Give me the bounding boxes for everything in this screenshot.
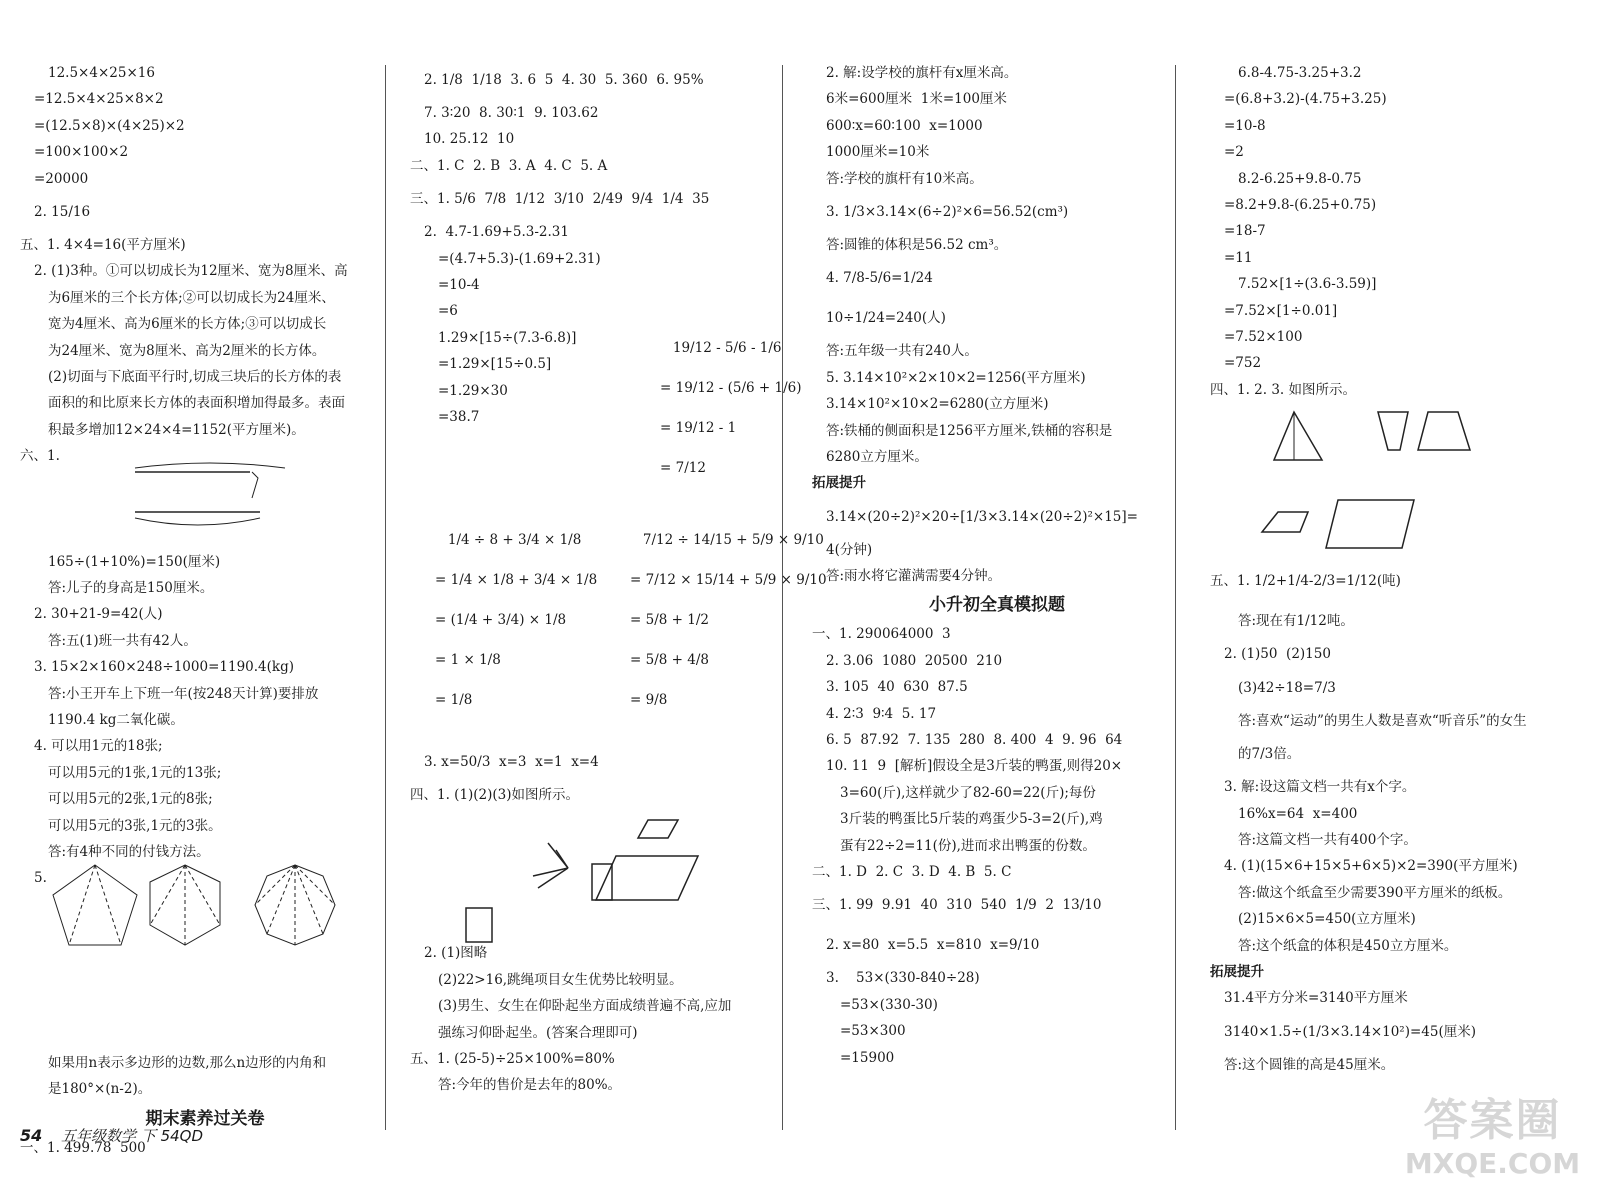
col4-line-7: =11 (1224, 249, 1253, 266)
col2-line-5: 2. 4.7-1.69+5.3-2.31 (424, 224, 569, 241)
col3-line-0: 2. 解:设学校的旗杆有x厘米高。 (826, 65, 1018, 81)
col4-line-26: 16%x=64 x=400 (1238, 805, 1358, 822)
col2-line-12: =38.7 (438, 408, 480, 425)
col4-line-31: 答:这个纸盒的体积是450立方厘米。 (1238, 937, 1458, 954)
col1-line-18: 165÷(1+10%)=150(厘米) (48, 553, 221, 570)
watermark-line1: 答案圈 (1423, 1095, 1562, 1146)
col2-line-10: =1.29×[15÷0.5] (438, 356, 552, 373)
col2-line-11: =1.29×30 (438, 382, 508, 399)
fraction-calc-row: = 7/12 (660, 460, 706, 476)
col1-line-21: 答:五(1)班一共有42人。 (48, 632, 197, 649)
col1-line-30: 5. (34, 870, 47, 887)
col4-line-2: =10-8 (1224, 117, 1266, 134)
col3-line-14: 拓展提升 (812, 475, 866, 492)
col1-line-13: 积最多增加12×24×4=1152(平方厘米)。 (48, 421, 305, 438)
fraction-calc-row: = (1/4 + 3/4) × 1/8 (435, 612, 567, 628)
col3-line-21: 3. 105 40 630 87.5 (826, 679, 968, 696)
fraction-calc-2 (630, 520, 827, 720)
page-footer (20, 1125, 203, 1146)
fraction-calc-row: = 9/8 (630, 692, 668, 708)
col4-line-28: 4. (1)(15×6+15×5+6×5)×2=390(平方厘米) (1224, 858, 1518, 875)
col1-line-20: 2. 30+21-9=42(人) (34, 606, 163, 623)
fraction-calc-row: = 1/8 (435, 692, 473, 708)
col4-line-9: =7.52×[1÷0.01] (1224, 302, 1338, 319)
col4-line-23: 答:喜欢“运动”的男生人数是喜欢“听音乐”的女生 (1238, 712, 1527, 729)
col3-line-27: 蛋有22÷2=11(份),进而求出鸭蛋的份数。 (840, 837, 1096, 854)
col3-line-15: 3.14×(20÷2)²×20÷[1/3×3.14×(20÷2)²×15]= (826, 508, 1138, 525)
col3-line-7: 4. 7/8-5/6=1/24 (826, 270, 933, 287)
col2-line-1: 7. 3∶20 8. 30∶1 9. 103.62 (424, 105, 599, 121)
col1-line-23: 答:小王开车上下班一年(按248天计算)要排放 (48, 685, 319, 702)
polygons-diagram (45, 860, 375, 1020)
watermark (1400, 1095, 1585, 1187)
fraction-calc-row: 19/12 - 5/6 - 1/6 (660, 340, 782, 356)
col1-line-8: 为6厘米的三个长方体;②可以切成长为24厘米、 (48, 289, 335, 306)
col4-line-11: =752 (1224, 355, 1262, 372)
col1-line-6: 五、1. 4×4=16(平方厘米) (20, 236, 186, 253)
col2-bottom-line-8: (2)22>16,跳绳项目女生优势比较明显。 (438, 971, 683, 988)
col4-line-22: (3)42÷18=7/3 (1238, 679, 1336, 696)
fraction-calc-row: 7/12 ÷ 14/15 + 5/9 × 9/10 (630, 532, 824, 548)
col4-line-20: 答:现在有1/12吨。 (1238, 613, 1354, 630)
col2-bottom-line-10: 强练习仰卧起坐。(答案合理即可) (438, 1024, 638, 1041)
height-comparison-diagram (40, 440, 370, 545)
col3-line-18: 小升初全真模拟题 (929, 595, 1065, 616)
col1-line-2: =(12.5×8)×(4×25)×2 (34, 117, 185, 134)
col1-line-0: 12.5×4×25×16 (48, 65, 155, 81)
fraction-calc-1 (435, 520, 597, 720)
col1-line-37: 如果用n表示多边形的边数,那么n边形的内角和 (48, 1055, 327, 1072)
col4-line-35: 答:这个圆锥的高是45厘米。 (1224, 1056, 1395, 1073)
col3-line-29: 三、1. 99 9.91 40 310 540 1/9 2 13/10 (812, 897, 1102, 914)
col4-line-27: 答:这篇文档一共有400个字。 (1238, 831, 1417, 848)
col3-line-2: 600∶x=60∶100 x=1000 (826, 117, 983, 134)
col1-line-22: 3. 15×2×160×248÷1000=1190.4(kg) (34, 659, 294, 676)
col3-line-25: 3=60(斤),这样就少了82-60=22(斤);每份 (840, 784, 1096, 801)
col1-line-9: 宽为4厘米、高为6厘米的长方体;③可以切成长 (48, 316, 327, 333)
col1-line-19: 答:儿子的身高是150厘米。 (48, 580, 214, 597)
col3-line-16: 4(分钟) (826, 541, 873, 558)
col3-line-23: 6. 5 87.92 7. 135 280 8. 400 4 9. 96 64 (826, 732, 1123, 749)
col4-line-34: 3140×1.5÷(1/3×3.14×10²)=45(厘米) (1224, 1023, 1477, 1040)
fraction-calc-row: = 1/4 × 1/8 + 3/4 × 1/8 (435, 572, 598, 588)
col4-line-0: 6.8-4.75-3.25+3.2 (1238, 65, 1362, 81)
col1-line-7: 2. (1)3种。①可以切成长为12厘米、宽为8厘米、高 (34, 263, 348, 280)
col2-bottom-line-7: 2. (1)图略 (424, 945, 488, 962)
col2-bottom-line-0: 3. x=50/3 x=3 x=1 x=4 (424, 754, 599, 770)
col4-line-10: =7.52×100 (1224, 328, 1303, 345)
col1-line-1: =12.5×4×25×8×2 (34, 91, 164, 108)
col4-line-1: =(6.8+3.2)-(4.75+3.25) (1224, 91, 1387, 108)
col2-bottom-line-11: 五、1. (25-5)÷25×100%=80% (410, 1050, 615, 1067)
col1-line-25: 4. 可以用1元的18张; (34, 738, 163, 755)
col3-line-17: 答:雨水将它灌满需要4分钟。 (826, 568, 1002, 585)
col4-line-5: =8.2+9.8-(6.25+0.75) (1224, 196, 1377, 213)
fraction-calc-row: = 1 × 1/8 (435, 652, 501, 668)
col4-line-8: 7.52×[1÷(3.6-3.59)] (1238, 276, 1377, 293)
col2-line-7: =10-4 (438, 276, 480, 293)
col1-line-3: =100×100×2 (34, 144, 129, 161)
col2-line-0: 2. 1/8 1/18 3. 6 5 4. 30 5. 360 6. 95% (424, 72, 704, 88)
col4-line-25: 3. 解:设这篇文档一共有x个字。 (1224, 779, 1416, 796)
col1-line-10: 为24厘米、宽为8厘米、高为2厘米的长方体。 (48, 342, 326, 359)
col3-line-22: 4. 2∶3 9∶4 5. 17 (826, 705, 937, 722)
col1-line-4: =20000 (34, 170, 89, 187)
col3-line-13: 6280立方厘米。 (826, 448, 928, 465)
col3-line-31: 3. 53×(330-840÷28) (826, 970, 980, 987)
col4-line-33: 31.4平方分米=3140平方厘米 (1224, 990, 1408, 1007)
col1-line-26: 可以用5元的1张,1元的13张; (48, 764, 222, 781)
col2-bottom-line-12: 答:今年的售价是去年的80%。 (438, 1077, 622, 1094)
col3-line-34: =15900 (840, 1049, 895, 1066)
col4-line-3: =2 (1224, 144, 1244, 161)
fraction-calc-0 (660, 328, 802, 488)
col3-line-26: 3斤装的鸭蛋比5斤装的鸡蛋少5-3=2(斤),鸡 (840, 811, 1103, 828)
fraction-calc-row: = 7/12 × 15/14 + 5/9 × 9/10 (630, 572, 827, 588)
col3-line-3: 1000厘米=10米 (826, 144, 930, 161)
col4-line-12: 四、1. 2. 3. 如图所示。 (1210, 381, 1357, 398)
col2-line-3: 二、1. C 2. B 3. A 4. C 5. A (410, 157, 608, 174)
col1-line-11: (2)切面与下底面平行时,切成三块后的长方体的表 (48, 368, 342, 385)
col2-bottom-line-1: 四、1. (1)(2)(3)如图所示。 (410, 787, 580, 803)
column-2 (410, 60, 827, 1094)
col3-line-1: 6米=600厘米 1米=100厘米 (826, 91, 1007, 108)
col3-line-11: 3.14×10²×10×2=6280(立方厘米) (826, 396, 1049, 413)
footer-book-code: 五年级数学 下 54QD (61, 1127, 204, 1145)
fraction-calc-row: = 5/8 + 4/8 (630, 652, 709, 668)
col3-line-5: 3. 1/3×3.14×(6÷2)²×6=56.52(cm³) (826, 203, 1069, 220)
col3-line-32: =53×(330-30) (840, 996, 938, 1013)
column-3 (812, 60, 1182, 1071)
col1-line-29: 答:有4种不同的付钱方法。 (48, 843, 210, 860)
col2-line-9: 1.29×[15÷(7.3-6.8)] (438, 329, 577, 346)
page-number: 54 (20, 1126, 43, 1145)
col1-line-12: 面积的和比原来长方体的表面积增加得最多。表面 (48, 395, 345, 412)
col3-line-9: 答:五年级一共有240人。 (826, 343, 978, 360)
col4-line-32: 拓展提升 (1210, 963, 1264, 980)
col3-line-28: 二、1. D 2. C 3. D 4. B 5. C (812, 863, 1012, 880)
fraction-calc-row: = 19/12 - (5/6 + 1/6) (660, 380, 802, 396)
fraction-calc-row: 1/4 ÷ 8 + 3/4 × 1/8 (435, 532, 582, 548)
col1-line-14: 六、1. (20, 448, 60, 465)
col3-line-24: 10. 11 9 [解析]假设全是3斤装的鸭蛋,则得20× (826, 758, 1123, 775)
col1-line-27: 可以用5元的2张,1元的8张; (48, 791, 213, 808)
grid-figure-2 (1238, 402, 1520, 574)
col4-line-19: 五、1. 1/2+1/4-2/3=1/12(吨) (1210, 573, 1401, 590)
col1-line-5: 2. 15/16 (34, 203, 91, 220)
col1-line-28: 可以用5元的3张,1元的3张。 (48, 817, 222, 834)
col4-line-30: (2)15×6×5=450(立方厘米) (1238, 911, 1416, 928)
grid-figure-1 (438, 808, 720, 950)
col2-bottom-line-9: (3)男生、女生在仰卧起坐方面成绩普遍不高,应加 (438, 998, 732, 1015)
col3-line-8: 10÷1/24=240(人) (826, 310, 946, 327)
col2-line-4: 三、1. 5/6 7/8 1/12 3/10 2/49 9/4 1/4 35 (410, 191, 710, 208)
col2-line-2: 10. 25.12 10 (424, 131, 515, 148)
col1-line-40: 一、1. 499.78 500 (20, 1139, 146, 1156)
col3-line-19: 一、1. 290064000 3 (812, 626, 951, 643)
col4-line-4: 8.2-6.25+9.8-0.75 (1238, 170, 1362, 187)
col2-line-8: =6 (438, 303, 458, 320)
fraction-calc-row: = 5/8 + 1/2 (630, 612, 709, 628)
col4-line-24: 的7/3倍。 (1238, 746, 1301, 763)
col3-line-30: 2. x=80 x=5.5 x=810 x=9/10 (826, 937, 1040, 954)
col3-line-33: =53×300 (840, 1023, 906, 1040)
col3-line-20: 2. 3.06 1080 20500 210 (826, 652, 1003, 669)
col3-line-6: 答:圆锥的体积是56.52 cm³。 (826, 236, 1008, 253)
col3-line-10: 5. 3.14×10²×2×10×2=1256(平方厘米) (826, 369, 1086, 386)
col4-line-29: 答:做这个纸盒至少需要390平方厘米的纸板。 (1238, 884, 1512, 901)
col4-line-6: =18-7 (1224, 223, 1266, 240)
col1-line-38: 是180°×(n-2)。 (48, 1081, 152, 1098)
fraction-calc-row: = 19/12 - 1 (660, 420, 737, 436)
watermark-line2: MXQE.COM (1404, 1147, 1581, 1180)
col2-line-6: =(4.7+5.3)-(1.69+2.31) (438, 250, 601, 267)
col1-line-39: 期末素养过关卷 (145, 1108, 265, 1129)
col1-line-24: 1190.4 kg二氧化碳。 (48, 711, 184, 728)
col3-line-12: 答:铁桶的侧面积是1256平方厘米,铁桶的容积是 (826, 422, 1113, 439)
col1-line-36 (20, 1024, 390, 1050)
col4-line-21: 2. (1)50 (2)150 (1224, 646, 1331, 663)
col3-line-4: 答:学校的旗杆有10米高。 (826, 170, 983, 187)
